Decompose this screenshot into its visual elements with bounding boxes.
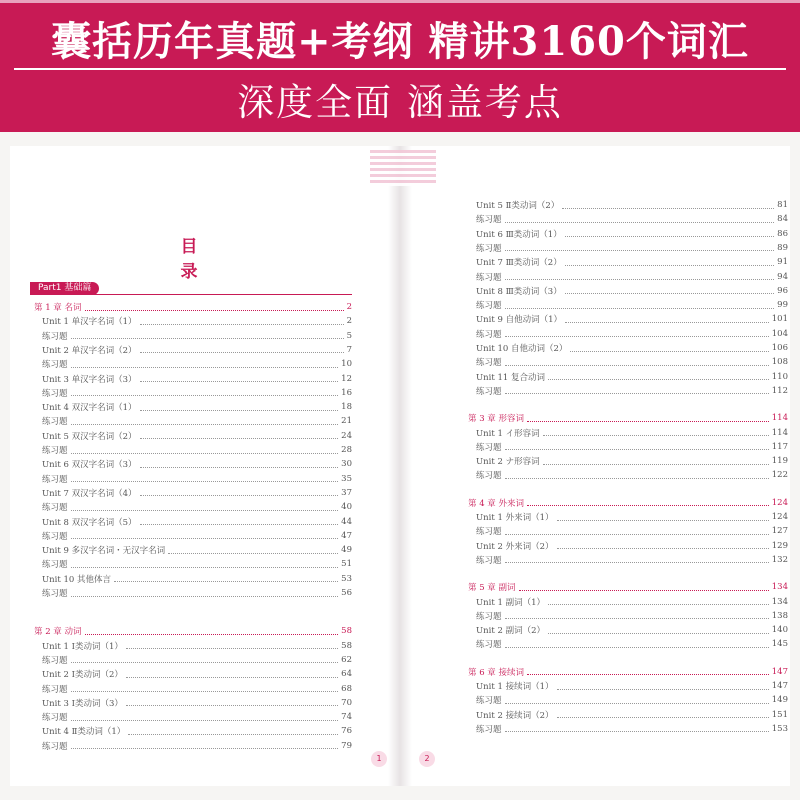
dot-leader — [505, 393, 769, 394]
dot-leader — [71, 510, 339, 511]
toc-entry-page: 101 — [771, 314, 788, 325]
dot-leader — [505, 647, 769, 648]
toc-entry-label: Unit 7 双汉字名词（4） — [42, 488, 137, 499]
toc-unit-entry — [34, 515, 352, 529]
toc-entry-page: 68 — [341, 683, 352, 694]
toc-unit-entry — [468, 212, 788, 226]
dot-leader — [505, 250, 775, 251]
toc-unit-entry — [468, 384, 788, 398]
dot-leader — [128, 734, 338, 735]
toc-entry-label: 练习题 — [476, 527, 502, 538]
toc-entry-label: 练习题 — [476, 301, 502, 312]
toc-unit-entry — [34, 386, 352, 400]
toc-entry-label: Unit 1 外来词（1） — [476, 513, 554, 523]
toc-entry-label: 第 4 章 外来词 — [468, 498, 525, 509]
dot-leader — [71, 538, 339, 539]
toc-unit-entry — [468, 637, 788, 651]
toc-entry-label: Unit 2 接续词（2） — [476, 710, 554, 721]
toc-entry-page: 16 — [341, 387, 352, 398]
toc-unit-entry — [34, 472, 352, 486]
toc-unit-entry — [468, 468, 788, 482]
book-gutter — [388, 146, 412, 786]
dot-leader — [527, 505, 769, 506]
toc-entry-page: 114 — [771, 413, 788, 424]
dot-leader — [126, 705, 338, 706]
toc-unit-entry — [34, 343, 352, 357]
toc-entry-page: 122 — [771, 470, 788, 481]
toc-entry-label: Unit 10 其他体言 — [42, 574, 111, 585]
toc-entry-page: 56 — [341, 588, 352, 598]
toc-unit-entry — [34, 710, 352, 724]
toc-entry-page: 124 — [771, 497, 788, 508]
toc-entry-page: 76 — [341, 726, 352, 737]
dot-leader — [71, 338, 344, 339]
decorative-stripes — [370, 150, 436, 186]
dot-leader — [71, 691, 339, 692]
toc-entry-label: 练习题 — [42, 713, 68, 724]
toc-unit-entry — [468, 708, 788, 722]
toc-entry-page: 53 — [341, 573, 352, 584]
toc-entry-label: 第 1 章 名词 — [34, 303, 82, 313]
toc-entry-page: 117 — [771, 441, 788, 452]
toc-entry-page: 44 — [341, 516, 352, 527]
toc-unit-entry — [468, 270, 788, 284]
toc-entry-page: 151 — [771, 709, 788, 720]
toc-entry-label: Unit 11 复合动词 — [476, 372, 545, 383]
dot-leader — [505, 308, 775, 309]
toc-unit-entry — [34, 667, 352, 681]
dot-leader — [71, 567, 339, 568]
dot-leader — [557, 717, 769, 718]
toc-entry-page: 70 — [341, 697, 352, 708]
toc-entry-label: Unit 2 Ⅰ类动词（2） — [42, 670, 123, 681]
toc-entry-page: 147 — [771, 666, 788, 677]
toc-entry-page: 91 — [777, 257, 788, 268]
toc-entry-label: 练习题 — [42, 503, 68, 514]
dot-leader — [548, 379, 769, 380]
dot-leader — [548, 633, 769, 634]
toc-entry-label: Unit 7 Ⅲ类动词（2） — [476, 258, 562, 269]
toc-unit-entry — [34, 457, 352, 471]
page-number-right: 2 — [419, 751, 435, 767]
dot-leader — [505, 336, 769, 337]
dot-leader — [126, 648, 338, 649]
toc-entry-page: 21 — [341, 416, 352, 427]
toc-unit-entry — [468, 255, 788, 269]
toc-unit-entry — [34, 586, 352, 600]
dot-leader — [565, 236, 774, 237]
dot-leader — [140, 410, 339, 411]
toc-chapter-entry — [468, 411, 788, 425]
toc-entry-page: 79 — [341, 740, 352, 751]
dot-leader — [562, 208, 774, 209]
toc-entry-label: Unit 2 单汉字名词（2） — [42, 345, 137, 356]
dot-leader — [85, 310, 344, 311]
toc-entry-label: Unit 6 双汉字名词（3） — [42, 460, 137, 471]
toc-entry-label: 练习题 — [476, 696, 502, 707]
toc-entry-label: 练习题 — [476, 215, 502, 226]
toc-unit-entry — [468, 327, 788, 341]
toc-entry-label: 第 6 章 接续词 — [468, 667, 525, 678]
toc-entry-page: 35 — [341, 473, 352, 484]
toc-entry-page: 7 — [346, 344, 352, 355]
dot-leader — [505, 365, 769, 366]
toc-unit-entry — [468, 355, 788, 369]
toc-entry-page: 99 — [777, 300, 788, 311]
toc-entry-page: 74 — [341, 712, 352, 723]
toc-unit-entry — [468, 454, 788, 468]
toc-unit-entry — [34, 357, 352, 371]
dot-leader — [557, 548, 769, 549]
toc-entry-label: 第 2 章 动词 — [34, 627, 82, 638]
toc-entry-label: 第 3 章 形容词 — [468, 414, 525, 425]
dot-leader — [505, 449, 769, 450]
toc-unit-entry — [34, 414, 352, 428]
toc-unit-entry — [468, 370, 788, 384]
dot-leader — [71, 720, 339, 721]
toc-entry-label: Unit 9 自他动词（1） — [476, 315, 562, 326]
toc-unit-entry — [34, 529, 352, 543]
toc-unit-entry — [468, 440, 788, 454]
toc-entry-page: 127 — [771, 526, 788, 537]
toc-entry-page: 119 — [771, 456, 788, 467]
dot-leader — [505, 222, 775, 223]
toc-entry-page: 145 — [771, 639, 788, 650]
dot-leader — [548, 604, 769, 605]
toc-unit-entry — [468, 524, 788, 538]
toc-entry-label: 练习题 — [476, 243, 502, 254]
dot-leader — [543, 435, 769, 436]
toc-entry-page: 94 — [777, 271, 788, 282]
toc-entry-page: 30 — [341, 459, 352, 470]
banner-subtitle: 深度全面 涵盖考点 — [237, 81, 563, 124]
dot-leader — [519, 590, 769, 591]
toc-entry-page: 114 — [771, 427, 788, 438]
toc-unit-entry — [34, 653, 352, 667]
toc-entry-label: 练习题 — [476, 640, 502, 651]
toc-unit-entry — [468, 553, 788, 567]
toc-unit-entry — [468, 722, 788, 736]
toc-entry-page: 10 — [341, 359, 352, 370]
toc-entry-page: 129 — [771, 540, 788, 551]
toc-unit-entry — [468, 595, 788, 609]
toc-unit-entry — [468, 426, 788, 440]
toc-entry-label: 练习题 — [476, 358, 502, 369]
toc-chapter-entry — [34, 300, 352, 314]
toc-entry-page: 153 — [771, 723, 788, 734]
toc-unit-entry — [34, 443, 352, 457]
toc-entry-label: Unit 2 外来词（2） — [476, 541, 554, 552]
dot-leader — [140, 524, 339, 525]
toc-entry-label: 练习题 — [476, 555, 502, 566]
dot-leader — [505, 478, 769, 479]
toc-entry-label: Unit 4 双汉字名词（1） — [42, 403, 137, 414]
toc-entry-label: 练习题 — [42, 655, 68, 666]
dot-leader — [570, 351, 768, 352]
dot-leader — [543, 464, 769, 465]
toc-unit-entry — [468, 609, 788, 623]
toc-chapter-entry — [34, 624, 352, 638]
toc-unit-entry — [468, 693, 788, 707]
toc-entry-page: 2 — [346, 316, 352, 327]
toc-entry-label: 练习题 — [42, 388, 68, 399]
toc-unit-entry — [34, 500, 352, 514]
dot-leader — [140, 381, 339, 382]
toc-entry-page: 81 — [777, 200, 788, 210]
toc-entry-page: 84 — [777, 214, 788, 225]
toc-unit-entry — [34, 400, 352, 414]
toc-entry-label: 练习题 — [476, 471, 502, 482]
toc-entry-label: 练习题 — [42, 446, 68, 456]
dot-leader — [71, 395, 339, 396]
dot-leader — [565, 265, 774, 266]
dot-leader — [114, 581, 338, 582]
banner-divider — [14, 68, 786, 70]
toc-unit-entry — [468, 510, 788, 524]
toc-entry-page: 89 — [777, 242, 788, 253]
toc-entry-label: Unit 3 Ⅰ类动词（3） — [42, 698, 123, 709]
toc-entry-page: 58 — [341, 640, 352, 651]
toc-unit-entry — [468, 298, 788, 312]
toc-chapter-entry — [468, 665, 788, 679]
dot-leader — [565, 293, 774, 294]
dot-leader — [71, 481, 339, 482]
dot-leader — [140, 467, 339, 468]
toc-entry-label: Unit 8 Ⅲ类动词（3） — [476, 286, 562, 297]
toc-entry-page: 110 — [771, 371, 788, 382]
toc-entry-page: 40 — [341, 502, 352, 513]
toc-unit-entry — [34, 486, 352, 500]
toc-entry-label: 练习题 — [476, 611, 502, 622]
toc-title: 目 录 — [180, 237, 212, 282]
toc-entry-label: Unit 1 单汉字名词（1） — [42, 317, 137, 328]
toc-entry-label: 练习题 — [42, 684, 68, 695]
toc-entry-label: Unit 9 多汉字名词・无汉字名词 — [42, 546, 166, 557]
toc-entry-page: 18 — [341, 402, 352, 413]
toc-entry-label: 练习题 — [42, 589, 68, 599]
toc-entry-label: Unit 10 自他动词（2） — [476, 344, 568, 354]
toc-entry-page: 147 — [771, 681, 788, 691]
toc-entry-label: 练习题 — [42, 560, 68, 571]
toc-entry-page: 134 — [771, 596, 788, 607]
toc-unit-entry — [34, 696, 352, 710]
dot-leader — [71, 748, 339, 749]
toc-entry-page: 47 — [341, 530, 352, 541]
toc-entry-page: 96 — [777, 285, 788, 296]
toc-entry-label: 练习题 — [42, 331, 68, 342]
toc-unit-entry — [34, 572, 352, 586]
toc-unit-entry — [34, 682, 352, 696]
part-badge: Part1 基础篇 — [30, 282, 99, 295]
toc-entry-page: 49 — [341, 545, 352, 556]
toc-unit-entry — [34, 739, 352, 753]
dot-leader — [140, 438, 339, 439]
dot-leader — [527, 674, 769, 675]
dot-leader — [505, 703, 769, 704]
toc-entry-label: 练习题 — [476, 724, 502, 735]
toc-entry-page: 2 — [346, 302, 352, 312]
toc-entry-label: Unit 5 Ⅱ类动词（2） — [476, 201, 560, 211]
promo-banner — [0, 0, 800, 132]
toc-entry-page: 24 — [341, 430, 352, 441]
toc-unit-entry — [468, 539, 788, 553]
toc-entry-page: 124 — [771, 512, 788, 522]
toc-entry-label: Unit 3 单汉字名词（3） — [42, 374, 137, 385]
toc-unit-entry — [34, 429, 352, 443]
dot-leader — [505, 279, 775, 280]
toc-entry-label: Unit 1 イ形容词 — [476, 428, 540, 439]
toc-entry-label: Unit 5 双汉字名词（2） — [42, 431, 137, 442]
dot-leader — [126, 677, 338, 678]
toc-entry-label: Unit 2 ナ形容词 — [476, 457, 540, 468]
toc-entry-page: 140 — [771, 625, 788, 636]
toc-unit-entry — [468, 241, 788, 255]
dot-leader — [85, 634, 339, 635]
toc-entry-page: 149 — [771, 695, 788, 706]
toc-unit-entry — [34, 314, 352, 328]
toc-entry-page: 37 — [341, 487, 352, 498]
dot-leader — [565, 322, 769, 323]
toc-entry-page: 132 — [771, 554, 788, 565]
dot-leader — [140, 495, 339, 496]
toc-entry-label: 练习题 — [476, 386, 502, 397]
toc-unit-entry — [34, 543, 352, 557]
toc-entry-label: 练习题 — [42, 474, 68, 485]
toc-unit-entry — [34, 724, 352, 738]
dot-leader — [168, 553, 338, 554]
toc-unit-entry — [468, 284, 788, 298]
toc-unit-entry — [468, 679, 788, 693]
dot-leader — [505, 618, 769, 619]
dot-leader — [71, 596, 339, 597]
toc-entry-page: 5 — [346, 330, 352, 341]
toc-chapter-entry — [468, 496, 788, 510]
dot-leader — [71, 367, 339, 368]
toc-entry-label: 练习题 — [476, 272, 502, 283]
toc-entry-page: 112 — [771, 385, 788, 396]
toc-entry-label: 练习题 — [476, 442, 502, 453]
toc-entry-page: 106 — [771, 343, 788, 353]
toc-unit-entry — [468, 623, 788, 637]
toc-entry-page: 62 — [341, 654, 352, 665]
toc-entry-page: 86 — [777, 228, 788, 239]
toc-entry-label: 练习题 — [42, 360, 68, 371]
toc-unit-entry — [468, 198, 788, 212]
toc-entry-label: 练习题 — [42, 531, 68, 542]
dot-leader — [505, 562, 769, 563]
toc-entry-page: 58 — [341, 626, 352, 637]
page-number-left: 1 — [371, 751, 387, 767]
dot-leader — [505, 534, 769, 535]
banner-title: 囊括历年真题+考纲 精讲3160个词汇 — [51, 18, 749, 65]
toc-chapter-entry — [468, 580, 788, 594]
toc-unit-entry — [468, 227, 788, 241]
toc-unit-entry — [34, 372, 352, 386]
toc-entry-page: 12 — [341, 373, 352, 384]
toc-entry-label: Unit 1 接续词（1） — [476, 682, 554, 692]
toc-unit-entry — [468, 341, 788, 355]
toc-entry-label: Unit 1 副词（1） — [476, 597, 545, 608]
dot-leader — [71, 662, 339, 663]
toc-unit-entry — [34, 639, 352, 653]
dot-leader — [140, 352, 344, 353]
toc-entry-label: Unit 6 Ⅲ类动词（1） — [476, 229, 562, 240]
toc-entry-label: Unit 2 副词（2） — [476, 626, 545, 637]
part-divider — [30, 294, 352, 295]
toc-unit-entry — [34, 557, 352, 571]
toc-entry-label: 第 5 章 副词 — [468, 583, 516, 594]
toc-entry-page: 104 — [771, 328, 788, 339]
toc-entry-label: Unit 4 Ⅱ类动词（1） — [42, 727, 126, 738]
dot-leader — [71, 453, 339, 454]
toc-entry-page: 64 — [341, 669, 352, 680]
toc-entry-label: 练习题 — [42, 741, 68, 752]
dot-leader — [140, 324, 344, 325]
toc-entry-label: 练习题 — [476, 329, 502, 340]
toc-entry-page: 51 — [341, 559, 352, 570]
toc-unit-entry — [468, 312, 788, 326]
toc-unit-entry — [34, 329, 352, 343]
toc-entry-label: Unit 8 双汉字名词（5） — [42, 517, 137, 528]
dot-leader — [527, 421, 769, 422]
dot-leader — [71, 424, 339, 425]
toc-entry-label: Unit 1 Ⅰ类动词（1） — [42, 641, 123, 652]
toc-entry-label: 练习题 — [42, 417, 68, 428]
dot-leader — [505, 731, 769, 732]
toc-entry-page: 108 — [771, 357, 788, 368]
dot-leader — [557, 689, 769, 690]
dot-leader — [557, 520, 769, 521]
toc-entry-page: 138 — [771, 610, 788, 621]
toc-entry-page: 134 — [771, 582, 788, 593]
toc-entry-page: 28 — [341, 445, 352, 455]
